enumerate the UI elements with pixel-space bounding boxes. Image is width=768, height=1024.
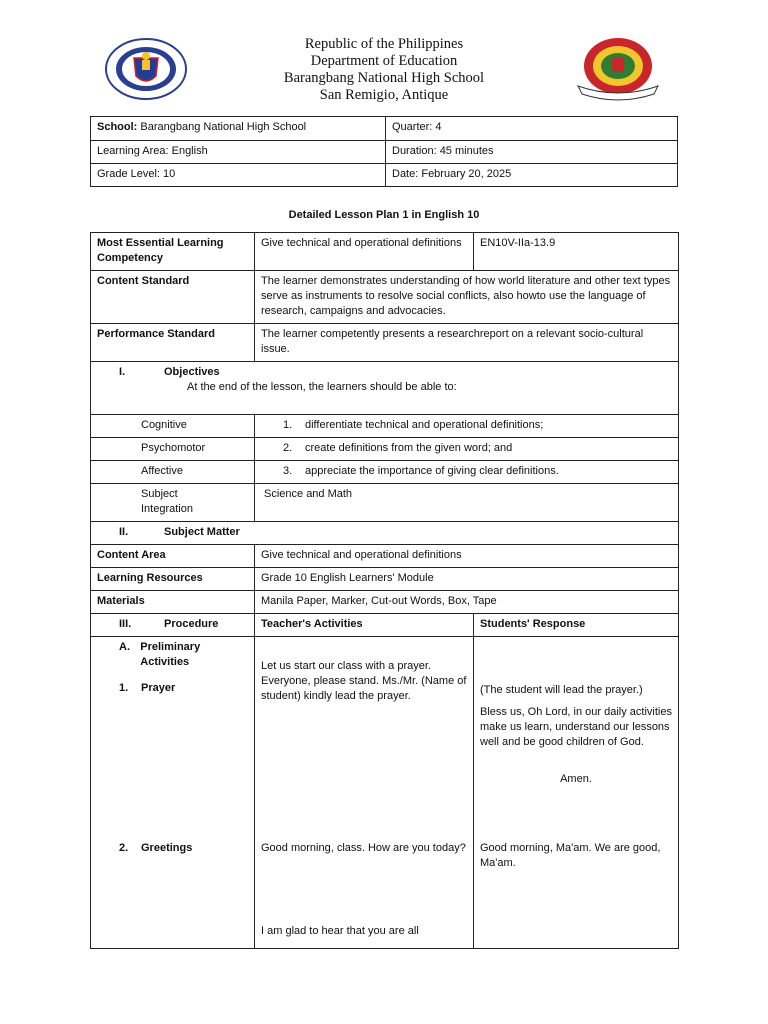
subject-matter-heading: II. Subject Matter — [91, 522, 679, 545]
content-standard-label: Content Standard — [91, 271, 255, 324]
content-area-value: Give technical and operational definitions — [255, 545, 679, 568]
objective-item: 3. appreciate the importance of giving clear definitions. — [255, 461, 679, 484]
header-republic: Republic of the Philippines — [304, 36, 464, 52]
objective-domain: Affective — [91, 461, 255, 484]
integration-label: Subject Integration — [91, 484, 255, 522]
prayer-student-text: Bless us, Oh Lord, in our daily activities make us learn, understand our lessons well and be good children of God. — [480, 706, 672, 748]
plan-title: Detailed Lesson Plan 1 in English 10 — [288, 209, 480, 221]
preliminary-heading: A. Preliminary Activities — [119, 641, 201, 668]
procedure-steps — [91, 637, 255, 949]
objectives-section — [91, 362, 679, 415]
prayer-student-note: (The student will lead the prayer.) — [480, 684, 643, 696]
header-location: San Remigio, Antique — [319, 87, 449, 103]
resources-value: Grade 10 English Learners' Module — [255, 568, 679, 591]
header-department: Department of Education — [310, 53, 458, 69]
student-header: Students' Response — [474, 614, 679, 637]
competency-value: Give technical and operational definitions — [255, 233, 474, 271]
info-table — [90, 116, 678, 187]
greeting-student-text: Good morning, Ma'am. We are good, Ma'am. — [480, 842, 661, 869]
date-cell: Date: February 20, 2025 — [386, 164, 678, 187]
prayer-student-amen: Amen. — [560, 773, 592, 785]
quarter-cell: Quarter: 4 — [386, 117, 678, 141]
greeting-teacher-followup: I am glad to hear that you are all — [261, 925, 419, 937]
duration-cell: Duration: 45 minutes — [386, 141, 678, 164]
greetings-step: 2. Greetings — [119, 842, 193, 854]
performance-standard-value: The learner competently presents a researchreport on a relevant socio-cultural issue. — [255, 324, 679, 362]
materials-value: Manila Paper, Marker, Cut-out Words, Box, Tape — [255, 591, 679, 614]
student-responses — [474, 637, 679, 949]
performance-standard-label: Performance Standard — [91, 324, 255, 362]
header-school: Barangbang National High School — [283, 70, 485, 86]
objective-domain: Cognitive — [91, 415, 255, 438]
competency-label: Most Essential Learning Competency — [91, 233, 255, 271]
greeting-teacher-text: Good morning, class. How are you today? — [261, 842, 466, 854]
resources-label: Learning Resources — [91, 568, 255, 591]
objectives-intro: At the end of the lesson, the learners should be able to: — [187, 381, 457, 393]
materials-label: Materials — [91, 591, 255, 614]
prayer-step: 1. Prayer — [119, 682, 176, 694]
teacher-header: Teacher's Activities — [255, 614, 474, 637]
objective-domain: Psychomotor — [91, 438, 255, 461]
content-standard-value: The learner demonstrates understanding of how world literature and other text types serve as instruments to resolve social conflicts, also howto use the language of research, campaigns and advocacies. — [255, 271, 679, 324]
lesson-plan-table — [90, 232, 679, 949]
learning-area-cell: Learning Area: English — [91, 141, 386, 164]
objective-item: 2. create definitions from the given word; and — [255, 438, 679, 461]
procedure-heading: III. Procedure — [91, 614, 255, 637]
objective-item: 1. differentiate technical and operational definitions; — [255, 415, 679, 438]
integration-value: Science and Math — [255, 484, 679, 522]
teacher-activities — [255, 637, 474, 949]
document-header — [0, 36, 768, 104]
competency-code: EN10V-IIa-13.9 — [474, 233, 679, 271]
grade-level-cell: Grade Level: 10 — [91, 164, 386, 187]
school-cell: School: Barangbang National High School — [91, 117, 386, 141]
objectives-heading: I. Objectives — [119, 366, 220, 378]
content-area-label: Content Area — [91, 545, 255, 568]
prayer-teacher-text: Let us start our class with a prayer. Everyone, please stand. Ms./Mr. (Name of student) kindly lead the prayer. — [261, 660, 467, 702]
